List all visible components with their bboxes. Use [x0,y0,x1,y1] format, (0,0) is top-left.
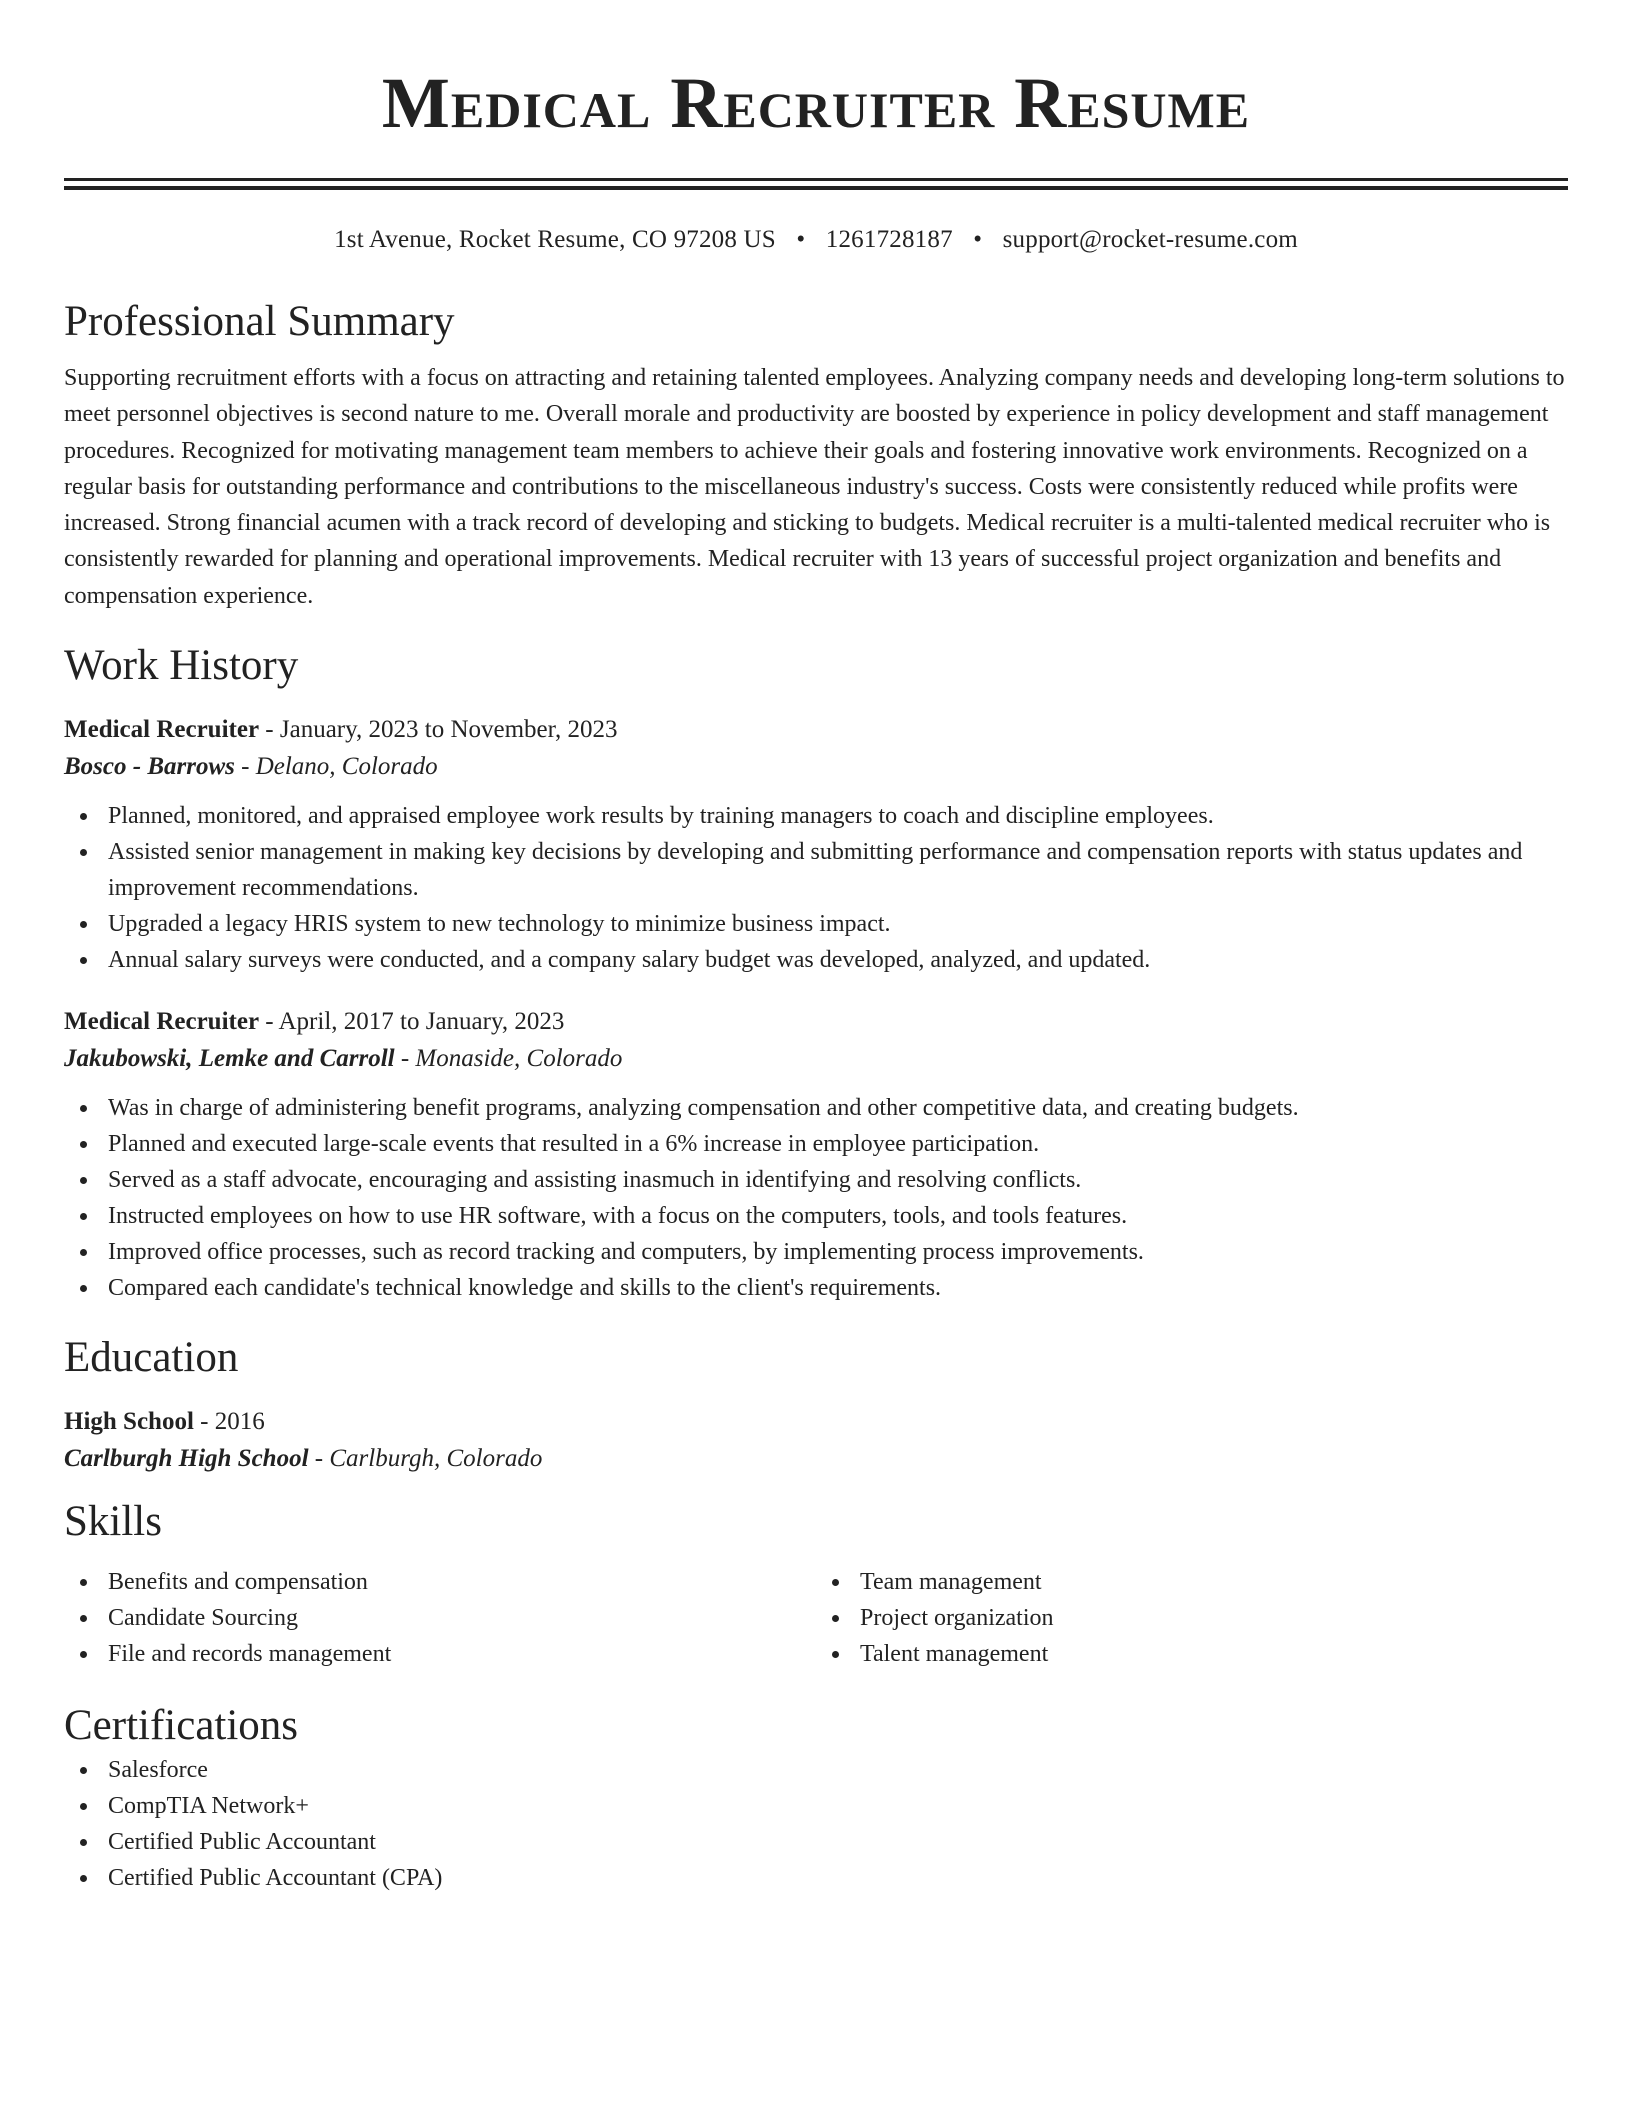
list-item: Certified Public Accountant [64,1824,1568,1860]
degree: High School [64,1408,194,1436]
list-item: Planned and executed large-scale events that resulted in a 6% increase in employee participation. [64,1126,1568,1162]
list-item: Annual salary surveys were conducted, and a company salary budget was developed, analyzed, and updated. [64,942,1568,978]
list-item: Project organization [816,1600,1568,1636]
job-title-line [64,1004,1568,1040]
company-line [64,748,1568,786]
work-history-section [64,640,1568,1306]
job-entry [64,1004,1568,1306]
company-name: Bosco - Barrows [64,753,235,781]
school-location: - Carlburgh, Colorado [308,1445,543,1473]
school-name: Carlburgh High School [64,1445,309,1473]
degree-line [64,1404,1568,1440]
title-double-rule [64,178,1568,190]
job-bullets [64,1090,1568,1306]
certifications-heading: Certifications [64,1702,299,1750]
company-name: Jakubowski, Lemke and Carroll [64,1045,395,1073]
list-item: Assisted senior management in making key decisions by developing and submitting performance and compensation reports with status updates and improvement recommendations. [64,834,1568,906]
list-item: Team management [816,1564,1568,1600]
certifications-list [64,1752,1568,1896]
job-bullets [64,798,1568,978]
contact-email: support@rocket-resume.com [1002,226,1298,253]
work-history-heading: Work History [64,642,299,690]
list-item: CompTIA Network+ [64,1788,1568,1824]
list-item: Compared each candidate's technical knowledge and skills to the client's requirements. [64,1270,1568,1306]
list-item: Was in charge of administering benefit programs, analyzing compensation and other competitive data, and creating budgets. [64,1090,1568,1126]
list-item: Planned, monitored, and appraised employee work results by training managers to coach and discipline employees. [64,798,1568,834]
list-item: Talent management [816,1636,1568,1672]
list-item: Benefits and compensation [64,1564,816,1600]
job-dates: - April, 2017 to January, 2023 [259,1008,565,1036]
job-title-line [64,712,1568,748]
list-item: Certified Public Accountant (CPA) [64,1860,1568,1896]
job-title: Medical Recruiter [64,716,260,744]
summary-section [64,296,1568,614]
job-title: Medical Recruiter [64,1008,260,1036]
education-section [64,1332,1568,1478]
list-item: Served as a staff advocate, encouraging and assisting inasmuch in identifying and resolving conflicts. [64,1162,1568,1198]
company-line [64,1040,1568,1078]
school-line [64,1440,1568,1478]
summary-text: Supporting recruitment efforts with a focus on attracting and retaining talented employees. Analyzing company needs and developing long-term solutions to meet personnel objectives is second nature to me. Overall morale and productivity are boosted by experience in policy development and staff management procedures. Recognized for motivating management team members to achieve their goals and fostering innovative work environments. Recognized on a regular basis for outstanding performance and contributions to the miscellaneous industry's success. Costs were consistently reduced while profits were increased. Strong financial acumen with a track record of developing and sticking to budgets. Medical recruiter is a multi-talented medical recruiter who is consistently rewarded for planning and operational improvements. Medical recruiter with 13 years of successful project organization and benefits and compensation experience. [64,365,1565,609]
graduation-year: - 2016 [193,1408,265,1436]
certifications-section [64,1700,1568,1896]
skills-columns [64,1564,1568,1672]
resume-title: Medical Recruiter Resume [381,63,1251,143]
company-location: - Monaside, Colorado [394,1045,623,1073]
company-location: - Delano, Colorado [234,753,438,781]
list-item: Instructed employees on how to use HR software, with a focus on the computers, tools, and tools features. [64,1198,1568,1234]
contact-separator: • [973,226,983,253]
skills-list-right [816,1564,1568,1672]
skills-heading: Skills [64,1498,162,1546]
list-item: Salesforce [64,1752,1568,1788]
skills-section [64,1496,1568,1672]
contact-separator: • [796,226,806,253]
list-item: Upgraded a legacy HRIS system to new technology to minimize business impact. [64,906,1568,942]
contact-phone: 1261728187 [825,226,953,253]
education-heading: Education [64,1334,239,1382]
contact-address: 1st Avenue, Rocket Resume, CO 97208 US [334,226,776,253]
skills-list-left [64,1564,816,1672]
job-entry [64,712,1568,978]
list-item: Improved office processes, such as record tracking and computers, by implementing process improvements. [64,1234,1568,1270]
summary-heading: Professional Summary [64,298,455,345]
job-dates: - January, 2023 to November, 2023 [259,716,618,744]
list-item: Candidate Sourcing [64,1600,816,1636]
contact-line [64,224,1568,256]
list-item: File and records management [64,1636,816,1672]
